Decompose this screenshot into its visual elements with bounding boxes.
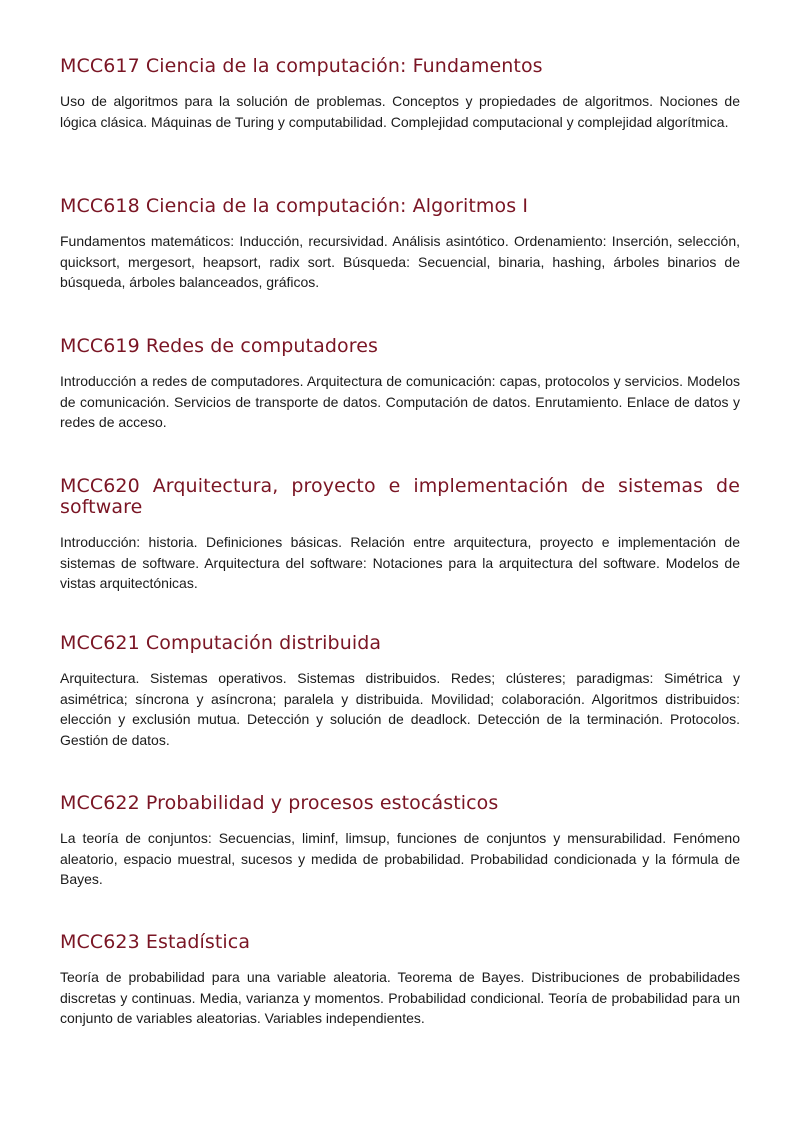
course-description: Fundamentos matemáticos: Inducción, recursividad. Análisis asintótico. Ordenamiento: Inserción, selección, quicksort, mergesort, heapsort, radix sort. Búsqueda: Secuencial, binaria, hashing, árboles binarios de búsqueda, árboles balanceados, gráficos.: [60, 233, 740, 290]
course-mcc623: [60, 932, 740, 1029]
course-title: MCC622 Probabilidad y procesos estocásticos: [60, 792, 499, 814]
course-description: La teoría de conjuntos: Secuencias, liminf, limsup, funciones de conjuntos y mensurabilidad. Fenómeno aleatorio, espacio muestral, sucesos y medida de probabilidad. Probabilidad condicionada y la fórmula de Bayes.: [60, 830, 740, 887]
course-title: MCC619 Redes de computadores: [60, 335, 378, 357]
course-title: MCC621 Computación distribuida: [60, 632, 382, 654]
course-description: Arquitectura. Sistemas operativos. Sistemas distribuidos. Redes; clústeres; paradigmas: Simétrica y asimétrica; síncrona y asíncrona; paralela y distribuida. Movilidad; colaboración. Algoritmos distribuidos: elección y exclusión mutua. Detección y solución de deadlock. Detección de la terminación. Protocolos. Gestión de datos.: [60, 670, 740, 748]
course-description: Introducción a redes de computadores. Arquitectura de comunicación: capas, protocolos y servicios. Modelos de comunicación. Servicios de transporte de datos. Computación de datos. Enrutamiento. Enlace de datos y redes de acceso.: [60, 373, 740, 430]
course-mcc619: [60, 336, 740, 433]
course-title: MCC617 Ciencia de la computación: Fundamentos: [60, 55, 543, 77]
course-title: MCC618 Ciencia de la computación: Algoritmos I: [60, 195, 529, 217]
course-description: Uso de algoritmos para la solución de problemas. Conceptos y propiedades de algoritmos. Nociones de lógica clásica. Máquinas de Turing y computabilidad. Complejidad computacional y complejidad algorítmica.: [60, 93, 740, 130]
course-mcc617: [60, 56, 740, 132]
course-mcc621: [60, 633, 740, 750]
course-mcc618: [60, 196, 740, 293]
course-description: Teoría de probabilidad para una variable aleatoria. Teorema de Bayes. Distribuciones de probabilidades discretas y continuas. Media, varianza y momentos. Probabilidad condicional. Teoría de probabilidad para un conjunto de variables aleatorias. Variables independientes.: [60, 969, 740, 1026]
course-title: MCC623 Estadística: [60, 931, 251, 953]
course-description: Introducción: historia. Definiciones básicas. Relación entre arquitectura, proyecto e implementación de sistemas de software. Arquitectura del software: Notaciones para la arquitectura del software. Modelos de vistas arquitectónicas.: [60, 534, 740, 591]
course-mcc622: [60, 793, 740, 890]
course-title: MCC620 Arquitectura, proyecto e implementación de sistemas de software: [60, 475, 740, 518]
course-mcc620: [60, 476, 740, 594]
